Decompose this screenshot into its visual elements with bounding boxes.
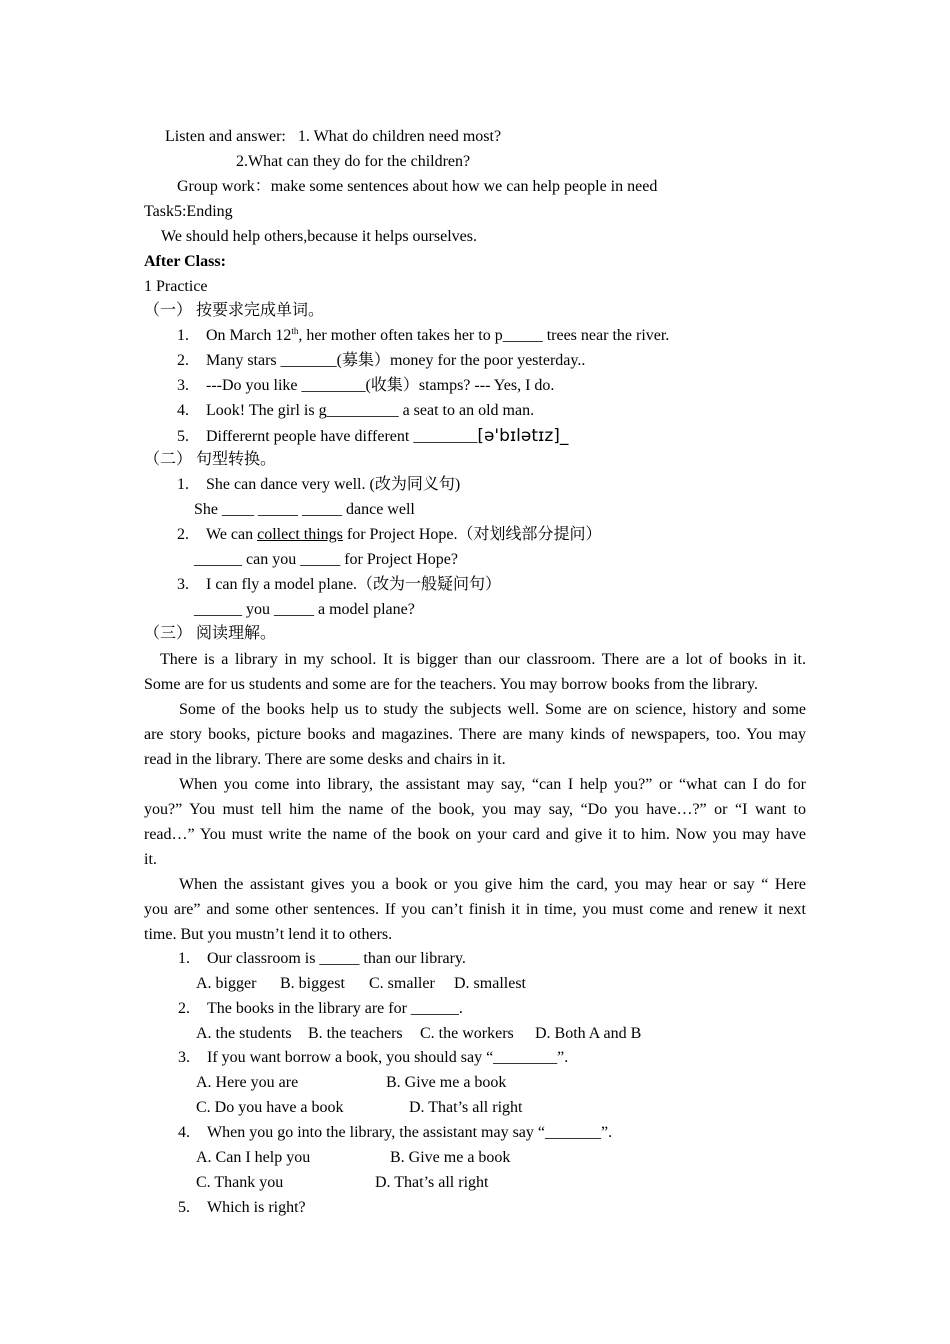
q4-option-a: A. Can I help you: [196, 1149, 311, 1166]
listen-answer-line: [165, 127, 501, 147]
q1-option-b: B. biggest: [280, 975, 345, 992]
listen-label: Listen and answer:: [165, 128, 286, 145]
q3-option-b: B. Give me a book: [386, 1074, 507, 1091]
passage-p3-line-4: it.: [144, 851, 157, 868]
passage-p4-line-3: time. But you mustn’t lend it to others.: [144, 926, 393, 943]
passage-p2-line-1: Some of the books help us to study the subjects well. Some are on science, history and some: [179, 701, 806, 718]
part2-answer-1: She ____ _____ _____ dance well: [194, 501, 415, 518]
passage-p2-line-2: are story books, picture books and magazines. There are many kinds of newspapers, too. You may: [144, 726, 806, 743]
question-5: [178, 1198, 306, 1218]
group-work-label: Group work：: [177, 178, 271, 195]
passage-p1-line-1: There is a library in my school. It is bigger than our classroom. There are a lot of books in it.: [160, 651, 806, 668]
q3-option-c: C. Do you have a book: [196, 1099, 344, 1116]
question-text: When you go into the library, the assistant may say “_______”.: [207, 1124, 613, 1141]
q2-option-d: D. Both A and B: [535, 1025, 642, 1042]
q3-option-d: D. That’s all right: [409, 1099, 523, 1116]
item-text-post: , her mother often takes her to p_____ trees near the river.: [298, 327, 670, 344]
part2-answer-3: ______ you _____ a model plane?: [194, 601, 415, 618]
item-text-pre: We can: [206, 526, 258, 543]
question-number: 2.: [178, 1000, 190, 1017]
part1-item-5: [177, 426, 568, 447]
passage-p4-line-1: When the assistant gives you a book or you give him the card, you may hear or say “ Here: [179, 876, 806, 893]
part2-item-3: [177, 575, 501, 595]
question-number: 5.: [178, 1199, 190, 1216]
question-text: Which is right?: [207, 1199, 306, 1216]
q3-option-a: A. Here you are: [196, 1074, 299, 1091]
item-number: 4.: [177, 402, 189, 419]
task5-title: Task5:Ending: [144, 203, 233, 220]
item-number: 1.: [177, 327, 189, 344]
question-text: Our classroom is _____ than our library.: [207, 950, 466, 967]
part3-heading: （三） 阅读理解。: [144, 625, 277, 642]
part2-item-1: [177, 475, 460, 495]
task5-text: We should help others,because it helps ourselves.: [161, 228, 477, 245]
part1-item-2: [177, 351, 585, 371]
passage-p4-line-2: you are” and some other sentences. If you can’t finish it in time, you must come and renew it next: [144, 901, 806, 918]
item-text: Differernt people have different ________: [206, 428, 478, 445]
item-number: 1.: [177, 476, 189, 493]
listen-question-2: 2.What can they do for the children?: [236, 153, 471, 170]
item-number: 3.: [177, 377, 189, 394]
item-number: 2.: [177, 526, 189, 543]
part1-heading: （一） 按要求完成单词。: [144, 302, 325, 319]
item-superscript: th: [291, 326, 299, 336]
question-text: The books in the library are for ______.: [207, 1000, 463, 1017]
part2-heading: （二） 句型转换。: [144, 451, 277, 468]
question-3: [178, 1048, 568, 1068]
item-number: 5.: [177, 428, 189, 445]
question-number: 3.: [178, 1049, 190, 1066]
after-class-title: After Class:: [144, 253, 226, 270]
question-2: [178, 999, 463, 1019]
listen-question-1: 1. What do children need most?: [297, 128, 502, 145]
q1-option-c: C. smaller: [369, 975, 435, 992]
q1-option-d: D. smallest: [454, 975, 526, 992]
item-number: 2.: [177, 352, 189, 369]
item-text: I can fly a model plane.（改为一般疑问句）: [206, 576, 502, 593]
q4-option-d: D. That’s all right: [375, 1174, 489, 1191]
group-work-text: make some sentences about how we can help people in need: [270, 178, 658, 195]
passage-p3-line-1: When you come into library, the assistant may say, “can I help you?” or “what can I do for: [179, 776, 806, 793]
phonetic-text: [ə'bɪlətɪz]_: [477, 426, 569, 446]
question-1: [178, 949, 466, 969]
question-number: 1.: [178, 950, 190, 967]
item-text: Look! The girl is g_________ a seat to an old man.: [206, 402, 535, 419]
underlined-phrase: collect things: [257, 526, 343, 543]
item-number: 3.: [177, 576, 189, 593]
part2-item-2: [177, 525, 602, 545]
q2-option-c: C. the workers: [420, 1025, 514, 1042]
q4-option-b: B. Give me a book: [390, 1149, 511, 1166]
item-text: She can dance very well. (改为同义句): [206, 476, 461, 493]
question-number: 4.: [178, 1124, 190, 1141]
passage-p2-line-3: read in the library. There are some desks and chairs in it.: [144, 751, 506, 768]
part1-item-3: [177, 376, 554, 396]
item-text-post: for Project Hope.（对划线部分提问）: [342, 526, 602, 543]
item-text: ---Do you like ________(收集）stamps? --- Yes, I do.: [206, 377, 555, 394]
q2-option-b: B. the teachers: [308, 1025, 403, 1042]
part1-item-1: [177, 326, 669, 346]
passage-p1-line-2: Some are for us students and some are for the teachers. You may borrow books from the library.: [144, 676, 758, 693]
group-work-line: [177, 177, 657, 197]
question-4: [178, 1123, 612, 1143]
item-text-pre: On March 12: [206, 327, 292, 344]
question-text: If you want borrow a book, you should say “________”.: [207, 1049, 569, 1066]
item-text: Many stars _______(募集）money for the poor yesterday..: [206, 352, 586, 369]
q4-option-c: C. Thank you: [196, 1174, 284, 1191]
part1-item-4: [177, 401, 534, 421]
q1-option-a: A. bigger: [196, 975, 257, 992]
passage-p3-line-3: read…” You must write the name of the book on your card and give it to him. Now you may have: [144, 826, 806, 843]
q2-option-a: A. the students: [196, 1025, 292, 1042]
part2-answer-2: ______ can you _____ for Project Hope?: [194, 551, 458, 568]
practice-title: 1 Practice: [144, 278, 208, 295]
passage-p3-line-2: you?” You must tell him the name of the book, you may say, “Do you have…?” or “I want to: [144, 801, 806, 818]
